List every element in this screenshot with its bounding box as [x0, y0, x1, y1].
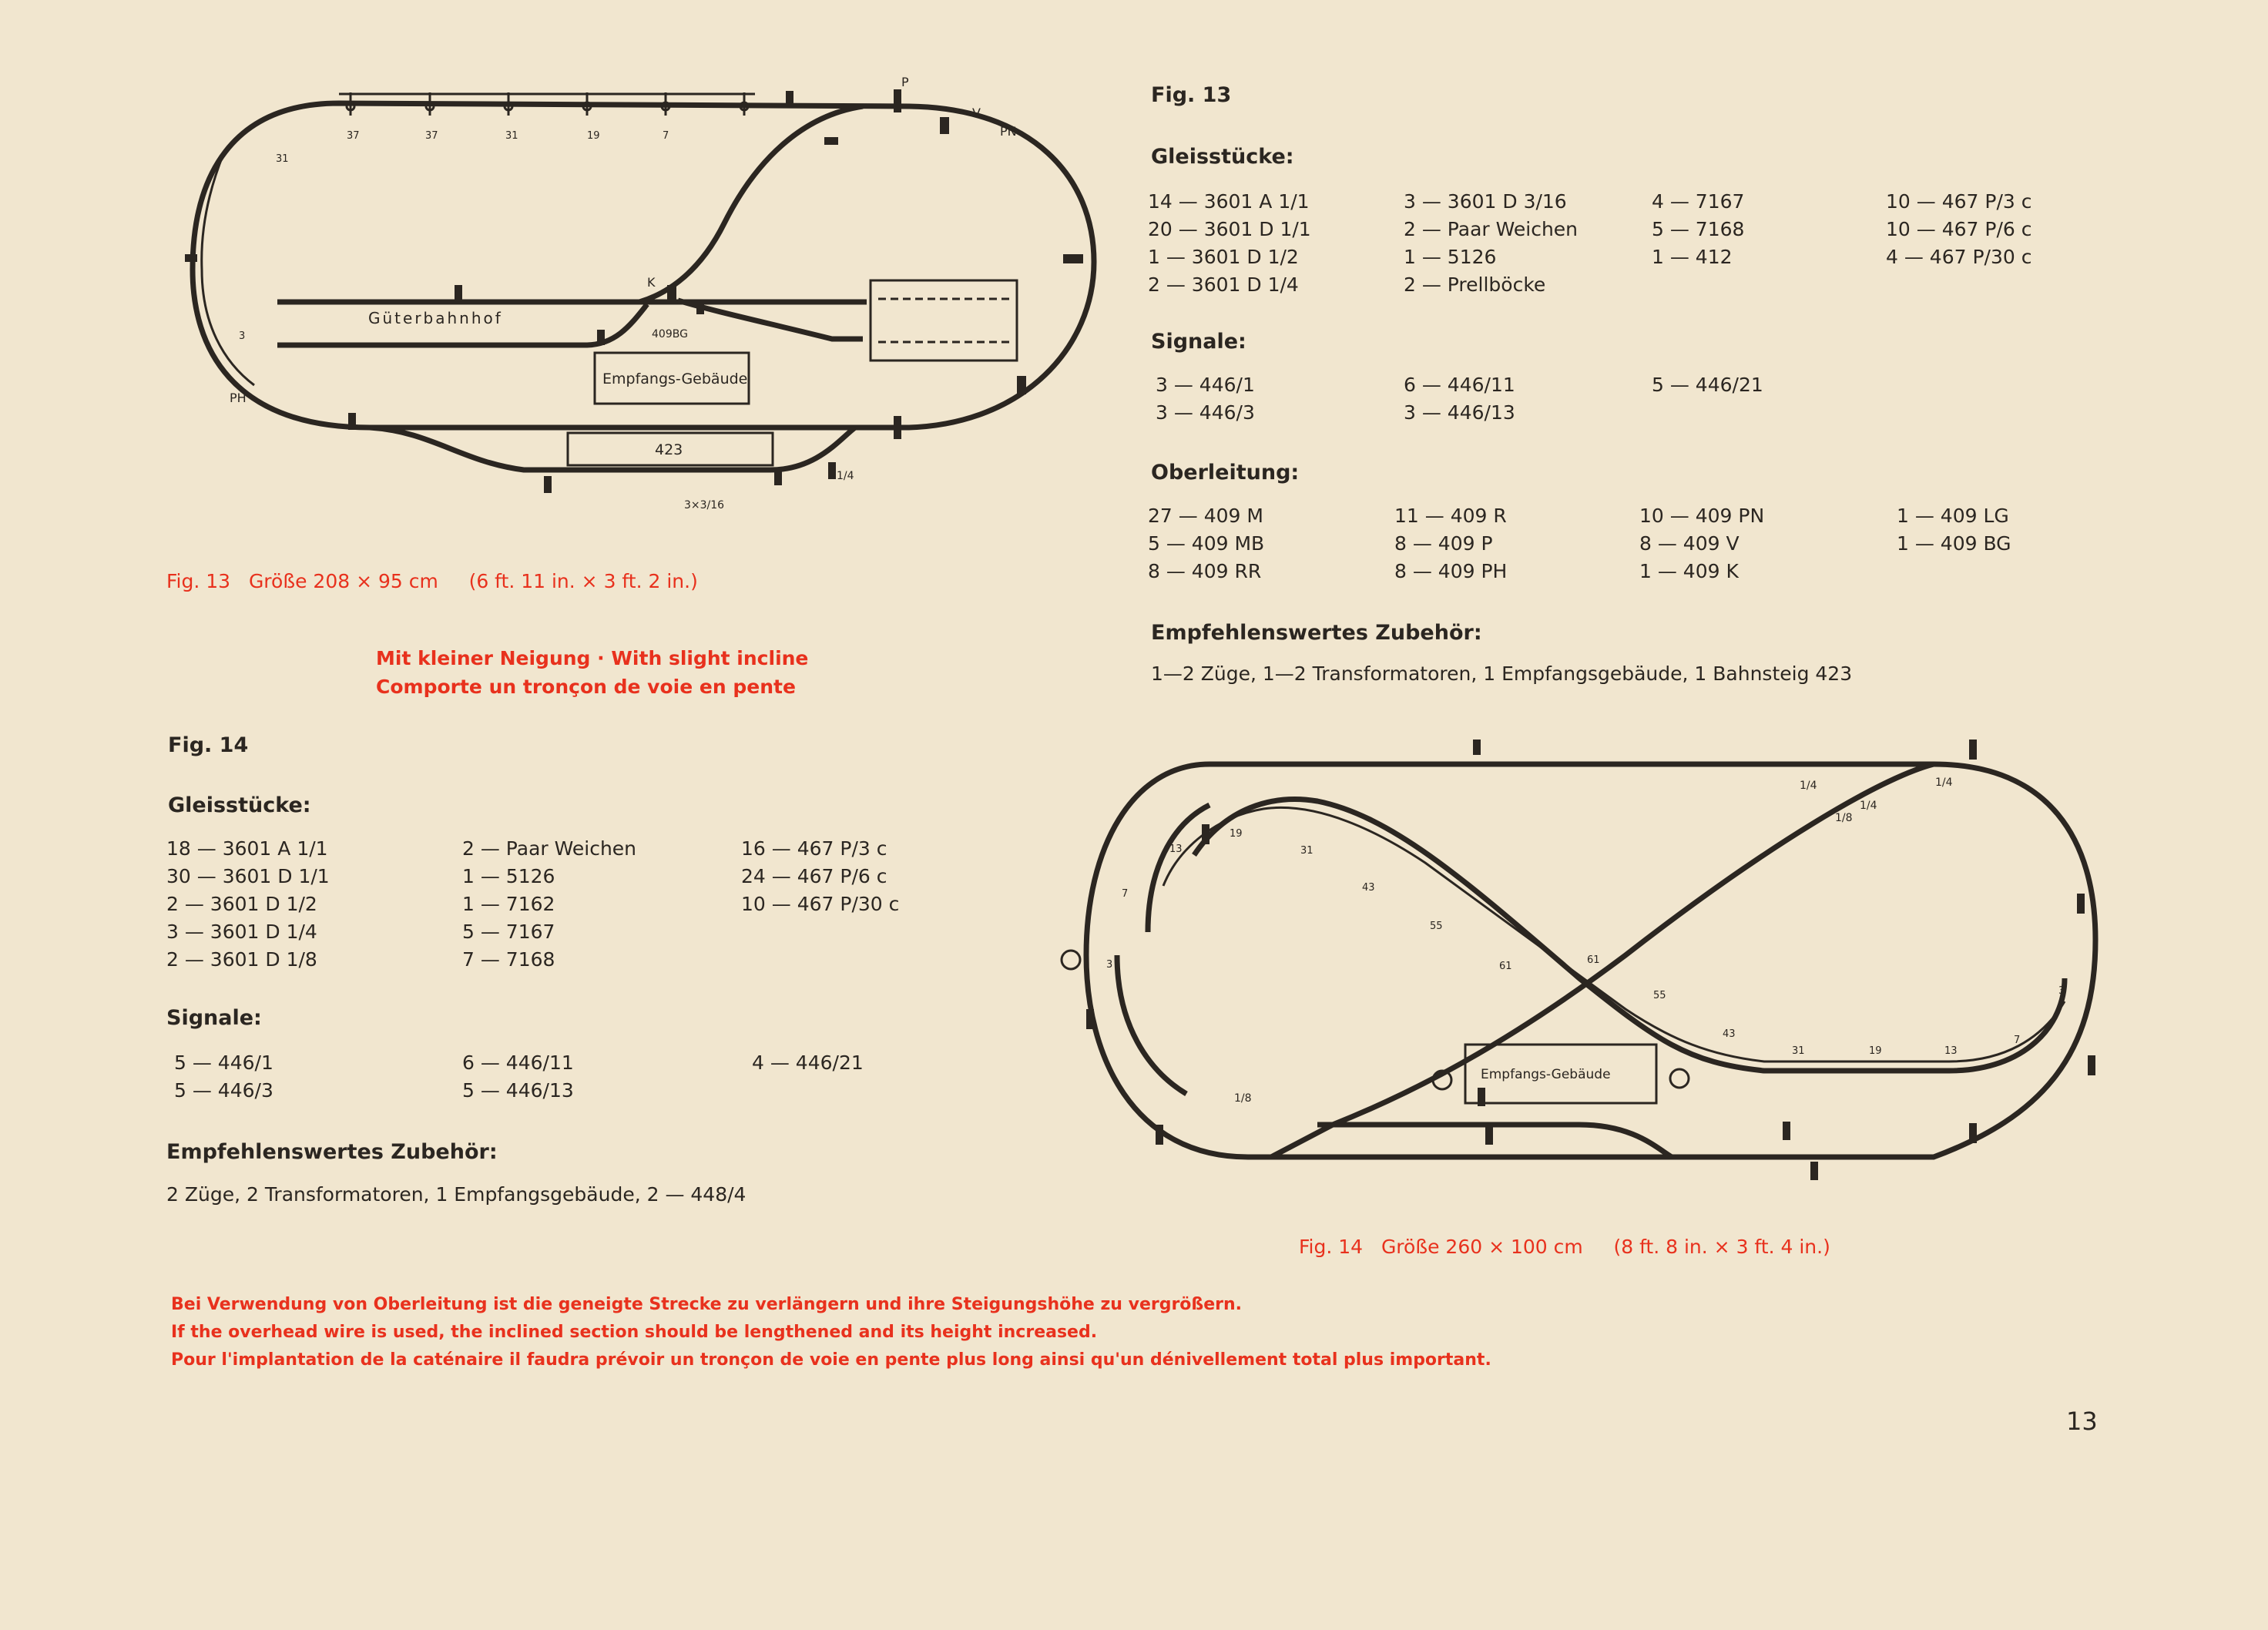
fig13-signale-col1 [1156, 371, 1255, 427]
list-item: 4 — 7167 [1652, 190, 1745, 213]
fig13-piece-quarter: 1/4 [837, 470, 854, 482]
fig14-piece-31a: 31 [1300, 845, 1313, 857]
list-item: 4 — 446/21 [752, 1051, 864, 1074]
incline-note [376, 644, 808, 701]
fig14-piece-3a: 3 [2058, 985, 2065, 997]
note-fr: Pour l'implantation de la caténaire il faudra prévoir un tronçon de voie en pente plus long ainsi qu'un dénivellement total plus important. [171, 1350, 1491, 1370]
fig14-gleis-heading: Gleisstücke: [168, 793, 311, 817]
fig14-signale-col2 [462, 1049, 574, 1105]
fig14-fraction-2: 1/8 [1835, 812, 1853, 824]
fig14-piece-61a: 61 [1499, 961, 1512, 972]
fig14-caption-size: Größe 260 × 100 cm [1381, 1236, 1583, 1258]
fig14-piece-43b: 43 [1723, 1028, 1736, 1040]
list-item: 1 — 5126 [462, 865, 555, 887]
list-item: 27 — 409 M [1148, 505, 1263, 527]
list-item: 10 — 467 P/30 c [741, 893, 900, 915]
fig14-piece-13b: 13 [1944, 1045, 1958, 1057]
list-item: 3 — 446/1 [1156, 374, 1255, 396]
list-item: 8 — 409 P [1394, 532, 1493, 555]
fig14-fraction-1: 1/4 [1800, 780, 1817, 792]
fig13-platform-label: 423 [655, 441, 683, 458]
fig14-gleis-col1 [166, 835, 330, 974]
list-item: 5 — 7167 [462, 921, 555, 943]
fig14-piece-13a: 13 [1169, 844, 1183, 855]
list-item: 6 — 446/11 [462, 1051, 574, 1074]
list-item: 20 — 3601 D 1/1 [1148, 218, 1311, 240]
fig14-signale-col1 [174, 1049, 273, 1105]
fig13-zubehoer-heading: Empfehlenswertes Zubehör: [1151, 621, 1482, 645]
fig14-caption-fig: Fig. 14 [1299, 1236, 1364, 1258]
overhead-wire-note [171, 1291, 1491, 1374]
list-item: 7 — 7168 [462, 948, 555, 971]
list-item: 1 — 412 [1652, 246, 1733, 268]
list-item: 18 — 3601 A 1/1 [166, 837, 328, 860]
fig14-title: Fig. 14 [168, 733, 249, 757]
list-item: 1 — 7162 [462, 893, 555, 915]
fig13-signale-col2 [1404, 371, 1515, 427]
list-item: 5 — 409 MB [1148, 532, 1265, 555]
fig13-gleis-col2 [1404, 188, 1578, 299]
fig14-caption-imperial: (8 ft. 8 in. × 3 ft. 4 in.) [1613, 1236, 1830, 1258]
fig13-piece-7: 7 [663, 130, 669, 142]
fig13-tag-pn: PN [1000, 124, 1017, 139]
fig14-piece-55a: 55 [1430, 921, 1443, 932]
list-item: 2 — 3601 D 1/8 [166, 948, 317, 971]
fig14-piece-3b: 3 [1106, 959, 1113, 971]
list-item: 1 — 3601 D 1/2 [1148, 246, 1299, 268]
fig14-piece-7a: 7 [2014, 1035, 2021, 1046]
fig14-caption [1299, 1236, 1830, 1258]
fig13-quarter-label: 3×3/16 [684, 499, 725, 511]
list-item: 8 — 409 PH [1394, 560, 1508, 582]
list-item: 2 — 3601 D 1/2 [166, 893, 317, 915]
fig13-piece-37a: 37 [347, 130, 360, 142]
fig14-building-label: Empfangs-Gebäude [1481, 1067, 1611, 1082]
fig13-station-label: Güterbahnhof [368, 309, 503, 327]
fig13-ober-heading: Oberleitung: [1151, 461, 1300, 485]
fig14-piece-7b: 7 [1122, 888, 1129, 900]
list-item: 3 — 3601 D 3/16 [1404, 190, 1567, 213]
fig13-piece-37b: 37 [425, 130, 438, 142]
list-item: 4 — 467 P/30 c [1886, 246, 2032, 268]
fig13-piece-3: 3 [239, 330, 246, 342]
list-item: 5 — 446/13 [462, 1079, 574, 1102]
fig13-signale-col3 [1652, 371, 1763, 399]
list-item: 1 — 409 LG [1897, 505, 2009, 527]
fig13-caption-fig: Fig. 13 [166, 570, 231, 592]
fig13-signale-heading: Signale: [1151, 330, 1246, 354]
list-item: 2 — Paar Weichen [462, 837, 637, 860]
fig14-gleis-col2 [462, 835, 636, 974]
list-item: 1 — 5126 [1404, 246, 1497, 268]
fig13-ober-col2 [1394, 502, 1507, 585]
fig14-fraction-5: 1/4 [1935, 776, 1953, 789]
fig13-tag-ph: PH [230, 391, 247, 405]
list-item: 14 — 3601 A 1/1 [1148, 190, 1310, 213]
list-item: 11 — 409 R [1394, 505, 1507, 527]
fig14-piece-55b: 55 [1653, 990, 1666, 1001]
list-item: 5 — 446/21 [1652, 374, 1763, 396]
list-item: 16 — 467 P/3 c [741, 837, 887, 860]
list-item: 1 — 409 K [1639, 560, 1739, 582]
fig14-piece-19b: 19 [1869, 1045, 1882, 1057]
fig13-ober-col3 [1639, 502, 1764, 585]
list-item: 8 — 409 V [1639, 532, 1740, 555]
incline-line2: Comporte un tronçon de voie en pente [376, 676, 796, 698]
list-item: 10 — 467 P/3 c [1886, 190, 2032, 213]
fig14-zubehoer-text: 2 Züge, 2 Transformatoren, 1 Empfangsgebäude, 2 — 448/4 [166, 1183, 746, 1206]
fig14-piece-61b: 61 [1587, 954, 1600, 966]
fig14-piece-19a: 19 [1230, 828, 1243, 840]
fig13-gleis-col1 [1148, 188, 1311, 299]
fig13-building-label: Empfangs-Gebäude [602, 371, 748, 387]
list-item: 1 — 409 BG [1897, 532, 2011, 555]
fig13-caption-size: Größe 208 × 95 cm [248, 570, 438, 592]
fig14-signale-heading: Signale: [166, 1006, 262, 1030]
fig14-gleis-col3 [741, 835, 899, 918]
list-item: 24 — 467 P/6 c [741, 865, 887, 887]
fig13-gleis-col4 [1886, 188, 2031, 271]
fig14-signale-col3 [752, 1049, 864, 1077]
list-item: 6 — 446/11 [1404, 374, 1515, 396]
list-item: 30 — 3601 D 1/1 [166, 865, 330, 887]
fig14-zubehoer-heading: Empfehlenswertes Zubehör: [166, 1140, 498, 1164]
fig13-piece-31: 31 [276, 153, 289, 165]
fig13-caption [166, 570, 698, 592]
fig13-switch-label: 409BG [652, 328, 688, 340]
list-item: 2 — 3601 D 1/4 [1148, 273, 1299, 296]
fig13-caption-imperial: (6 ft. 11 in. × 3 ft. 2 in.) [468, 570, 698, 592]
fig14-piece-43a: 43 [1362, 882, 1375, 894]
fig13-ober-col4 [1897, 502, 2011, 558]
incline-line1: Mit kleiner Neigung · With slight incline [376, 647, 809, 669]
fig13-gleis-heading: Gleisstücke: [1151, 145, 1294, 169]
list-item: 10 — 409 PN [1639, 505, 1765, 527]
fig14-fraction-3: 1/4 [1860, 800, 1877, 812]
list-item: 5 — 7168 [1652, 218, 1745, 240]
fig13-ober-col1 [1148, 502, 1264, 585]
list-item: 2 — Paar Weichen [1404, 218, 1579, 240]
list-item: 8 — 409 RR [1148, 560, 1262, 582]
list-item: 2 — Prellböcke [1404, 273, 1546, 296]
note-de: Bei Verwendung von Oberleitung ist die geneigte Strecke zu verlängern und ihre Steigungshöhe zu vergrößern. [171, 1295, 1243, 1314]
fig13-title: Fig. 13 [1151, 83, 1232, 107]
list-item: 3 — 446/3 [1156, 401, 1255, 424]
fig14-track-diagram [994, 732, 2149, 1209]
page-number: 13 [2066, 1407, 2098, 1436]
list-item: 5 — 446/3 [174, 1079, 273, 1102]
fig13-tag-p: P [901, 75, 909, 89]
fig13-gleis-col3 [1652, 188, 1744, 271]
fig14-piece-31b: 31 [1792, 1045, 1805, 1057]
fig13-piece-31b: 31 [505, 130, 518, 142]
fig14-fraction-4: 1/8 [1234, 1092, 1252, 1105]
list-item: 3 — 446/13 [1404, 401, 1515, 424]
list-item: 10 — 467 P/6 c [1886, 218, 2032, 240]
fig13-piece-19: 19 [587, 130, 600, 142]
fig13-tag-v: V [972, 106, 981, 120]
note-en: If the overhead wire is used, the inclined section should be lengthened and its height increased. [171, 1323, 1098, 1342]
fig13-tag-k: K [647, 275, 656, 290]
fig13-zubehoer-text: 1—2 Züge, 1—2 Transformatoren, 1 Empfangsgebäude, 1 Bahnsteig 423 [1151, 662, 1853, 685]
fig13-track-diagram [0, 0, 1017, 511]
list-item: 5 — 446/1 [174, 1051, 273, 1074]
list-item: 3 — 3601 D 1/4 [166, 921, 317, 943]
